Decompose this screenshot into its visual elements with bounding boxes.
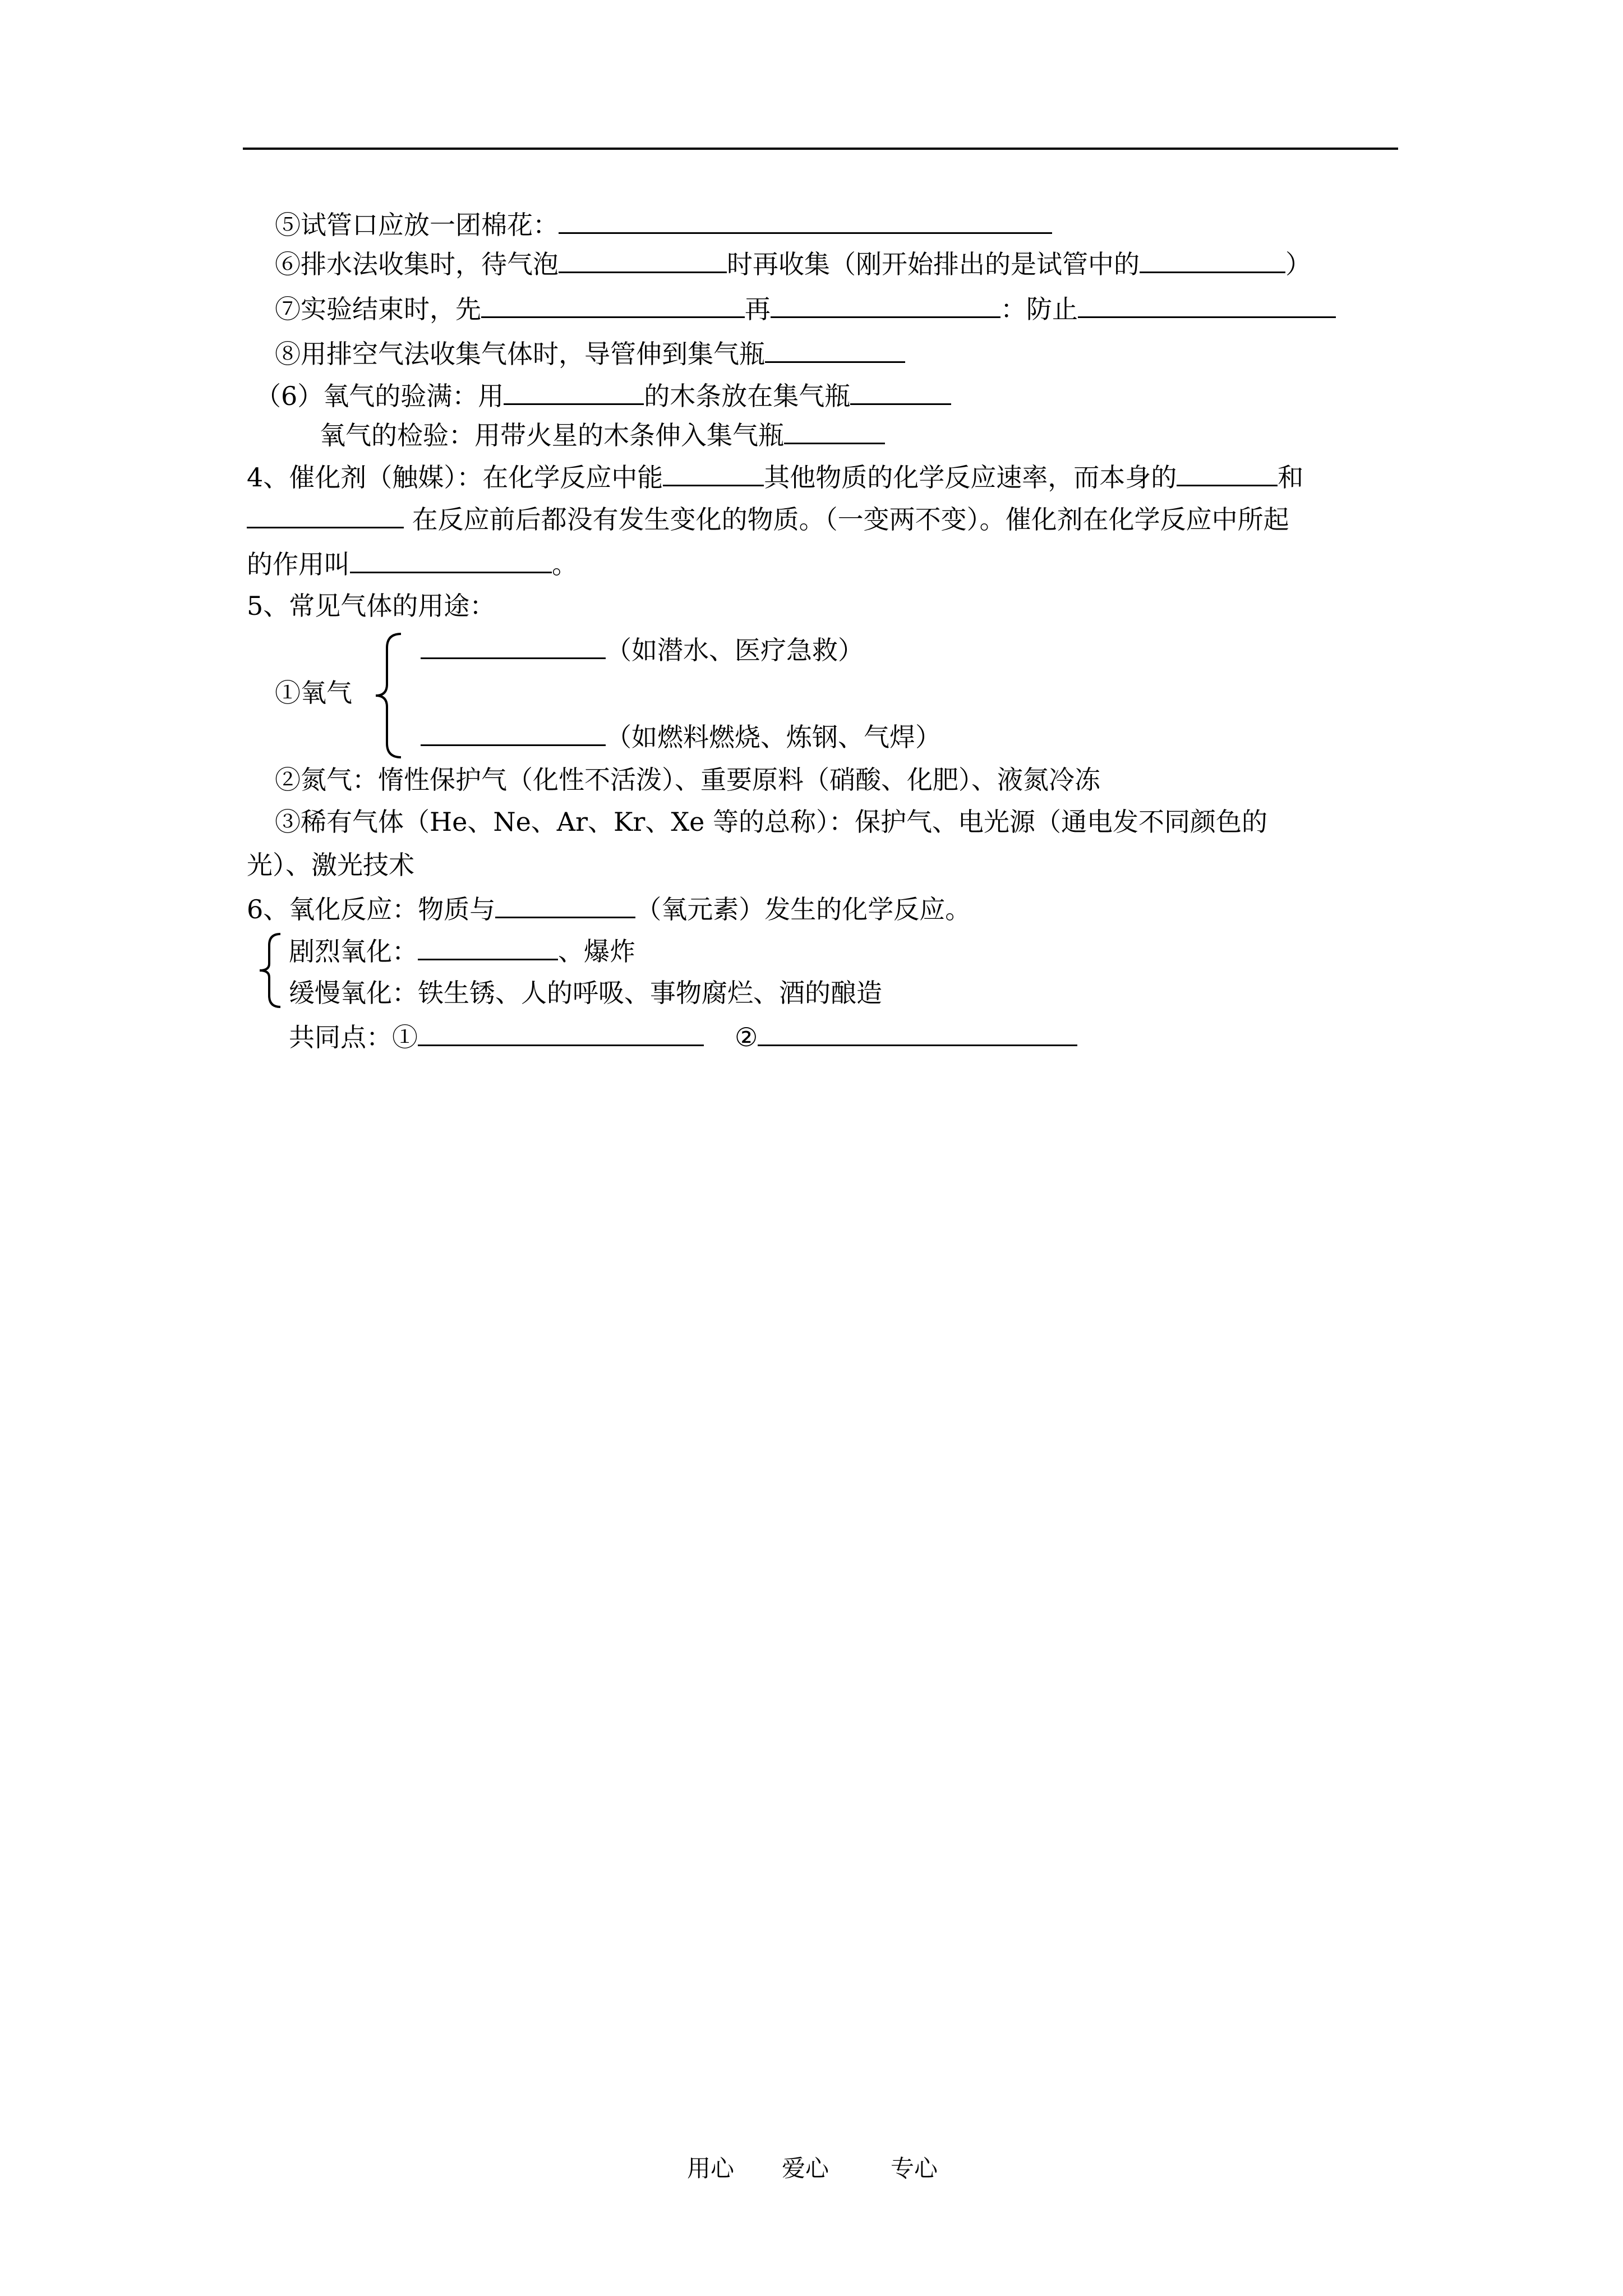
blank-field[interactable]	[247, 502, 404, 528]
blank-field[interactable]	[663, 460, 764, 486]
text: ②氮气：惰性保护气（化性不活泼）、重要原料（硝酸、化肥）、液氮冷冻	[275, 765, 1100, 795]
text: 5、常见气体的用途：	[247, 591, 496, 621]
text: 缓慢氧化：铁生锈、人的呼吸、事物腐烂、酒的酿造	[289, 978, 882, 1008]
line-vigorous-oxidation	[289, 934, 635, 968]
text: ③稀有气体（He、Ne、Ar、Kr、Xe 等的总称）：保护气、电光源（通电发不同颜色的	[275, 807, 1267, 837]
text: ）	[1285, 249, 1311, 279]
page-footer	[687, 2152, 938, 2185]
text: 再	[745, 294, 771, 324]
line-water-collection	[275, 247, 1311, 280]
footer-item: 爱心	[782, 2155, 829, 2182]
text: ⑤试管口应放一团棉花：	[275, 210, 559, 240]
text: 其他物质的化学反应速率，而本身的	[764, 462, 1177, 493]
line-common-points	[289, 1020, 1077, 1053]
text: （6）氧气的验满：用	[255, 381, 504, 411]
brace-icon	[370, 631, 409, 760]
text: ⑧用排空气法收集气体时，导管伸到集气瓶	[275, 339, 765, 369]
blank-field[interactable]	[350, 547, 552, 573]
text: 的木条放在集气瓶	[644, 381, 851, 411]
line-oxygen-use-2	[421, 720, 941, 753]
text: 和	[1278, 462, 1304, 493]
text: ⑥排水法收集时，待气泡	[275, 249, 559, 279]
blank-field[interactable]	[418, 934, 558, 960]
text: （氧元素）发生的化学反应。	[635, 894, 971, 924]
blank-field[interactable]	[850, 379, 951, 405]
blank-field[interactable]	[481, 292, 745, 318]
line-oxygen-check	[320, 418, 885, 452]
brace-icon	[255, 931, 283, 1010]
line-oxygen-label	[275, 676, 352, 710]
line-catalyst-cont	[247, 502, 1289, 536]
blank-field[interactable]	[559, 208, 1052, 234]
blank-field[interactable]	[421, 633, 606, 659]
line-oxidation	[247, 892, 971, 926]
line-noble-gas	[275, 805, 1267, 839]
blank-field[interactable]	[1177, 460, 1278, 486]
text: 光）、激光技术	[247, 850, 414, 880]
line-experiment-end	[275, 292, 1336, 325]
blank-field[interactable]	[504, 379, 644, 405]
line-catalyst	[247, 460, 1303, 494]
blank-field[interactable]	[559, 247, 727, 273]
blank-field[interactable]	[1078, 292, 1336, 318]
line-cotton	[275, 208, 1052, 241]
blank-field[interactable]	[418, 1020, 704, 1046]
line-oxygen-use-1	[421, 633, 864, 666]
blank-field[interactable]	[1140, 247, 1285, 273]
line-catalysis	[247, 547, 578, 581]
blank-field[interactable]	[495, 892, 635, 918]
blank-field[interactable]	[421, 720, 606, 746]
text: 、爆炸	[558, 936, 635, 967]
line-noble-gas-cont	[247, 848, 414, 882]
text: （如潜水、医疗急救）	[606, 635, 864, 665]
text: 在反应前后都没有发生变化的物质。（一变两不变）。催化剂在化学反应中所起	[404, 504, 1289, 535]
header-rule	[243, 148, 1398, 150]
line-slow-oxidation	[289, 976, 882, 1010]
text: 氧气的检验：用带火星的木条伸入集气瓶	[320, 420, 784, 450]
text: 时再收集（刚开始排出的是试管中的	[727, 249, 1140, 279]
text: 6、氧化反应：物质与	[247, 894, 496, 924]
text: ⑦实验结束时，先	[275, 294, 481, 324]
text: ：防止	[1000, 294, 1078, 324]
text: ①氧气	[275, 678, 352, 708]
text: ②	[735, 1022, 758, 1052]
blank-field[interactable]	[784, 418, 885, 444]
text: 共同点：①	[289, 1022, 418, 1052]
blank-field[interactable]	[765, 337, 905, 363]
blank-field[interactable]	[758, 1020, 1077, 1046]
text: 4、催化剂（触媒）：在化学反应中能	[247, 462, 663, 493]
blank-field[interactable]	[771, 292, 1000, 318]
line-oxygen-full-test	[255, 379, 951, 412]
footer-item: 专心	[891, 2155, 938, 2182]
line-gas-uses-heading	[247, 589, 495, 623]
text: 的作用叫	[247, 549, 350, 579]
text: 剧烈氧化：	[289, 936, 418, 967]
text: 。	[552, 549, 578, 579]
footer-item: 用心	[687, 2155, 735, 2182]
line-nitrogen	[275, 763, 1100, 797]
text: （如燃料燃烧、炼钢、气焊）	[606, 722, 941, 752]
line-air-collection	[275, 337, 905, 370]
